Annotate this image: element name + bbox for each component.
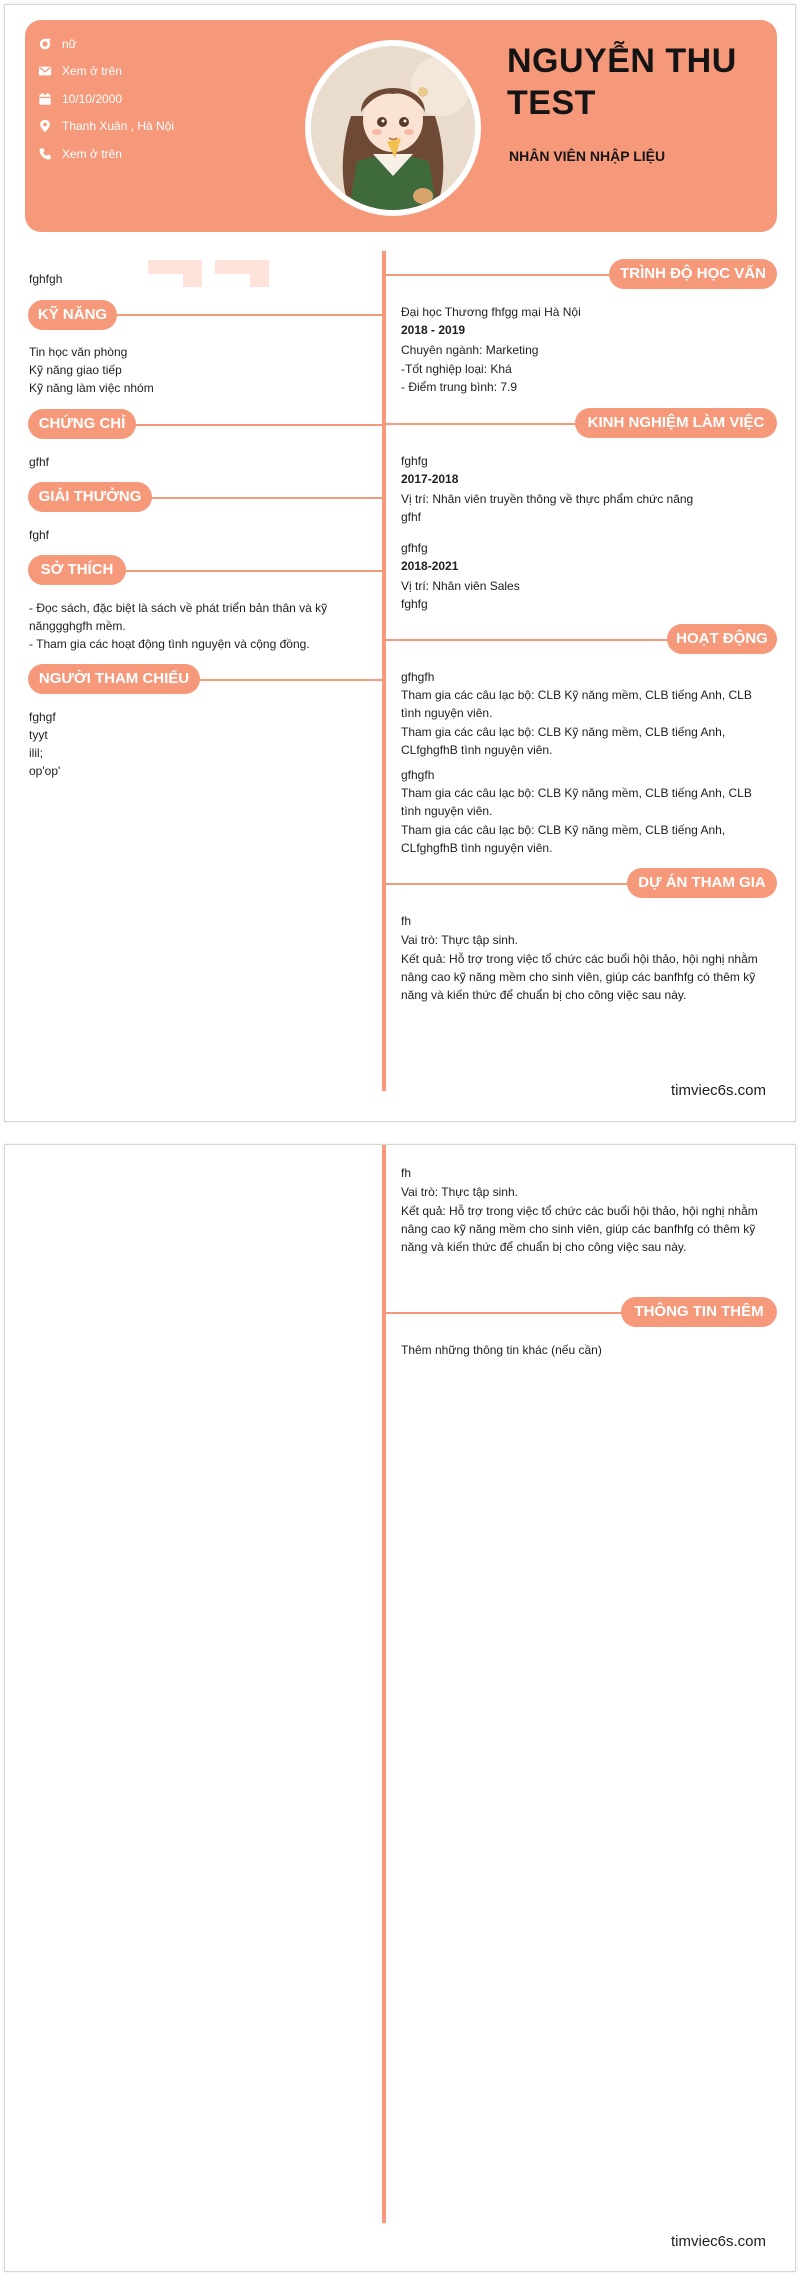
activity-description: Tham gia các câu lạc bộ: CLB Kỹ năng mềm, CLB tiếng Anh, CLfghgfhB tình nguyện viên. xyxy=(401,823,726,855)
skill-item: Kỹ năng giao tiếp xyxy=(29,363,122,377)
award-item: fghf xyxy=(29,528,50,542)
contact-gender-text: nữ xyxy=(62,37,77,51)
reference-item: op'op' xyxy=(29,764,61,778)
additional-info-heading: THÔNG TIN THÊM xyxy=(621,1297,777,1327)
skill-item: Tin học văn phòng xyxy=(29,345,128,359)
additional-info-rule xyxy=(384,1312,644,1314)
contact-email xyxy=(37,61,267,81)
awards-heading: GIẢI THƯỞNG xyxy=(28,482,152,512)
certificate-item: gfhf xyxy=(29,455,50,469)
hobby-item: - Đọc sách, đặc biệt là sách về phát triển bản thân và kỹ nănggghgfh mềm. xyxy=(29,601,328,633)
job-title: NHÂN VIÊN NHẬP LIỆU xyxy=(509,148,666,164)
candidate-name-line-1: NGUYỄN THU xyxy=(507,42,737,80)
skills-rule xyxy=(85,314,385,316)
location-icon xyxy=(37,118,53,134)
contact-phone-text: Xem ở trên xyxy=(62,147,122,161)
hobbies-heading: SỞ THÍCH xyxy=(28,555,126,585)
certificates-heading: CHỨNG CHỈ xyxy=(28,409,136,439)
contact-phone xyxy=(37,144,267,164)
candidate-name-line-2: TEST xyxy=(507,84,596,122)
decorative-block xyxy=(148,260,202,274)
decorative-block xyxy=(215,260,269,274)
contact-birthday xyxy=(37,89,267,109)
avatar-illustration xyxy=(311,46,475,210)
experience-heading: KINH NGHIỆM LÀM VIỆC xyxy=(575,408,777,438)
cv-page-2 xyxy=(4,1144,796,2272)
education-period: 2018 - 2019 xyxy=(401,323,466,337)
phone-icon xyxy=(37,146,53,162)
activities-rule xyxy=(384,639,684,641)
career-objective: fghfgh xyxy=(29,272,63,286)
contact-address-text: Thanh Xuân , Hà Nội xyxy=(62,119,175,133)
gender-icon xyxy=(37,36,53,52)
education-detail: - Điểm trung bình: 7.9 xyxy=(401,380,518,394)
additional-info-text: Thêm những thông tin khác (nếu cần) xyxy=(401,1343,602,1357)
site-watermark: timviec6s.com xyxy=(671,1082,767,1099)
activity-description: Tham gia các câu lạc bộ: CLB Kỹ năng mềm, CLB tiếng Anh, CLfghgfhB tình nguyện viên. xyxy=(401,725,726,757)
activity-description: Tham gia các câu lạc bộ: CLB Kỹ năng mềm, CLB tiếng Anh, CLB tình nguyện viên. xyxy=(401,786,752,818)
education-heading: TRÌNH ĐỘ HỌC VẤN xyxy=(609,259,777,289)
site-watermark: timviec6s.com xyxy=(671,2233,767,2250)
reference-item: tyyt xyxy=(29,728,48,742)
project-name: fh xyxy=(401,1166,412,1180)
experience-period: 2018-2021 xyxy=(401,559,459,573)
reference-item: fghgf xyxy=(29,710,56,724)
contact-email-text: Xem ở trên xyxy=(62,64,122,78)
project-role: Vai trò: Thực tập sinh. xyxy=(401,933,518,947)
experience-period: 2017-2018 xyxy=(401,472,459,486)
hobbies-rule xyxy=(85,570,385,572)
projects-rule xyxy=(384,883,644,885)
skills-heading: KỸ NĂNG xyxy=(28,300,117,330)
contact-gender xyxy=(37,34,267,54)
project-result: Kết quả: Hỗ trợ trong việc tổ chức các buổi hội thảo, hội nghị nhằm nâng cao kỹ năng mềm cho sinh viên, giúp các banfhfg có thêm kỹ năng và kiến thức để chuẩn bị cho công việc sau này. xyxy=(401,952,758,1002)
hobby-item: - Tham gia các hoạt động tình nguyện và cộng đồng. xyxy=(29,637,310,651)
education-school: Đại học Thương fhfgg mại Hà Nội xyxy=(401,305,581,319)
email-icon xyxy=(37,63,53,79)
activity-org: gfhgfh xyxy=(401,670,435,684)
project-role: Vai trò: Thực tập sinh. xyxy=(401,1185,518,1199)
project-name: fh xyxy=(401,914,412,928)
reference-item: ilil; xyxy=(29,746,43,760)
project-result: Kết quả: Hỗ trợ trong việc tổ chức các buổi hội thảo, hội nghị nhằm nâng cao kỹ năng mềm cho sinh viên, giúp các banfhfg có thêm kỹ năng và kiến thức để chuẩn bị cho công việc sau này. xyxy=(401,1204,758,1254)
education-detail: -Tốt nghiệp loại: Khá xyxy=(401,362,512,376)
experience-company: gfhfg xyxy=(401,541,428,555)
decorative-block xyxy=(183,274,202,287)
experience-company: fghfg xyxy=(401,454,428,468)
education-detail: Chuyên ngành: Marketing xyxy=(401,343,539,357)
experience-rule xyxy=(384,423,584,425)
contact-address xyxy=(37,116,267,136)
column-divider xyxy=(382,251,386,1091)
experience-description: gfhf xyxy=(401,510,422,524)
experience-role: Vị trí: Nhân viên truyền thông về thực phẩm chức năng xyxy=(401,492,694,506)
column-divider xyxy=(382,1145,386,2223)
calendar-icon xyxy=(37,91,53,107)
experience-role: Vị trí: Nhân viên Sales xyxy=(401,579,520,593)
activity-org: gfhgfh xyxy=(401,768,435,782)
cv-header xyxy=(25,20,777,232)
activity-description: Tham gia các câu lạc bộ: CLB Kỹ năng mềm, CLB tiếng Anh, CLB tình nguyện viên. xyxy=(401,688,752,720)
decorative-block xyxy=(250,274,269,287)
profile-photo xyxy=(305,40,481,216)
activities-heading: HOẠT ĐỘNG xyxy=(667,624,777,654)
education-rule xyxy=(384,274,624,276)
cv-page-1 xyxy=(4,4,796,1122)
experience-description: fghfg xyxy=(401,597,428,611)
contact-birthday-text: 10/10/2000 xyxy=(62,92,123,106)
skill-item: Kỹ năng làm việc nhóm xyxy=(29,381,154,395)
projects-heading: DỰ ÁN THAM GIA xyxy=(627,868,777,898)
candidate-name xyxy=(507,40,757,124)
references-heading: NGƯỜI THAM CHIẾU xyxy=(28,664,200,694)
